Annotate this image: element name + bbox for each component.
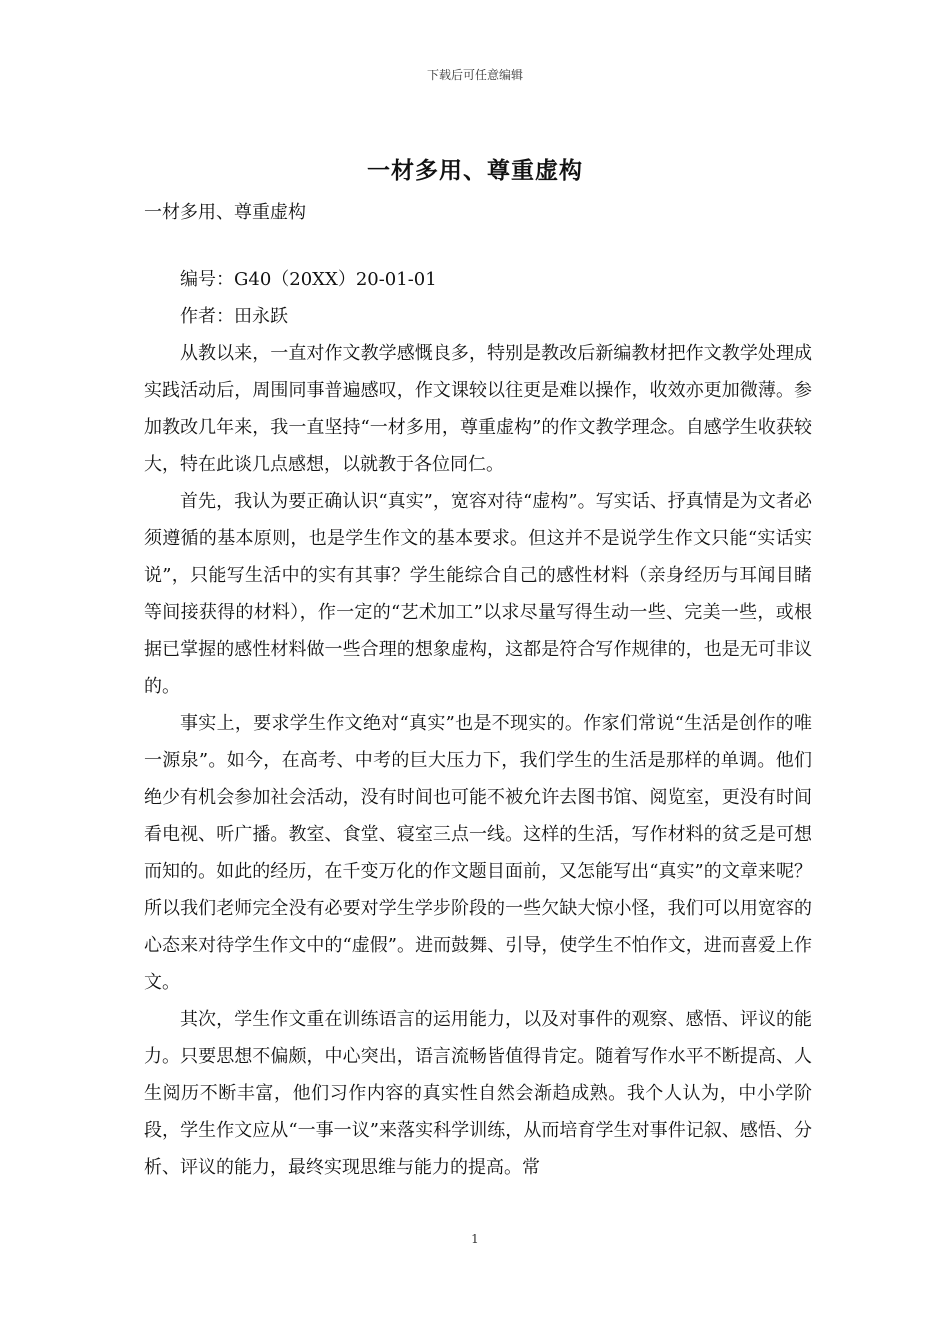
document-title: 一材多用、尊重虚构 bbox=[367, 157, 583, 184]
document-body bbox=[144, 194, 812, 1186]
paragraph: 从教以来，一直对作文教学感慨良多，特别是教改后新编教材把作文教学处理成实践活动后，周围同事普遍感叹，作文课较以往更是难以操作，收效亦更加微薄。参加教改几年来，我一直坚持“一材多用，尊重虚构”的作文教学理念。自感学生收获较大，特在此谈几点感想，以就教于各位同仁。 bbox=[144, 343, 812, 475]
page-header: 下载后可任意编辑 bbox=[426, 68, 523, 82]
paragraph: 首先，我认为要正确认识“真实”，宽容对待“虚构”。写实话、抒真情是为文者必须遵循的基本原则，也是学生作文的基本要求。但这并不是说学生作文只能“实话实说”，只能写生活中的实有其事？学生能综合自己的感性材料（亲身经历与耳闻目睹等间接获得的材料），作一定的“艺术加工”以求尽量写得生动一些、完美一些，或根据已掌握的感性材料做一些合理的想象虚构，这都是符合写作规律的，也是无可非议的。 bbox=[144, 491, 812, 697]
document-author: 作者：田永跃 bbox=[180, 306, 288, 327]
paragraph: 其次，学生作文重在训练语言的运用能力，以及对事件的观察、感悟、评议的能力。只要思想不偏颇，中心突出，语言流畅皆值得肯定。随着写作水平不断提高、人生阅历不断丰富，他们习作内容的真实性自然会渐趋成熟。我个人认为，中小学阶段，学生作文应从“一事一议”来落实科学训练，从而培育学生对事件记叙、感悟、分析、评议的能力，最终实现思维与能力的提高。常 bbox=[144, 1009, 812, 1178]
document-subtitle: 一材多用、尊重虚构 bbox=[144, 202, 306, 223]
paragraph: 事实上，要求学生作文绝对“真实”也是不现实的。作家们常说“生活是创作的唯一源泉”。如今，在高考、中考的巨大压力下，我们学生的生活是那样的单调。他们绝少有机会参加社会活动，没有时间也可能不被允许去图书馆、阅览室，更没有时间看电视、听广播。教室、食堂、寝室三点一线。这样的生活，写作材料的贫乏是可想而知的。如此的经历，在千变万化的作文题目面前，又怎能写出“真实”的文章来呢？所以我们老师完全没有必要对学生学步阶段的一些欠缺大惊小怪，我们可以用宽容的心态来对待学生作文中的“虚假”。进而鼓舞、引导，使学生不怕作文，进而喜爱上作文。 bbox=[144, 713, 812, 993]
page-number: 1 bbox=[471, 1232, 479, 1246]
document-number: 编号：G40（20XX）20-01-01 bbox=[180, 269, 437, 290]
